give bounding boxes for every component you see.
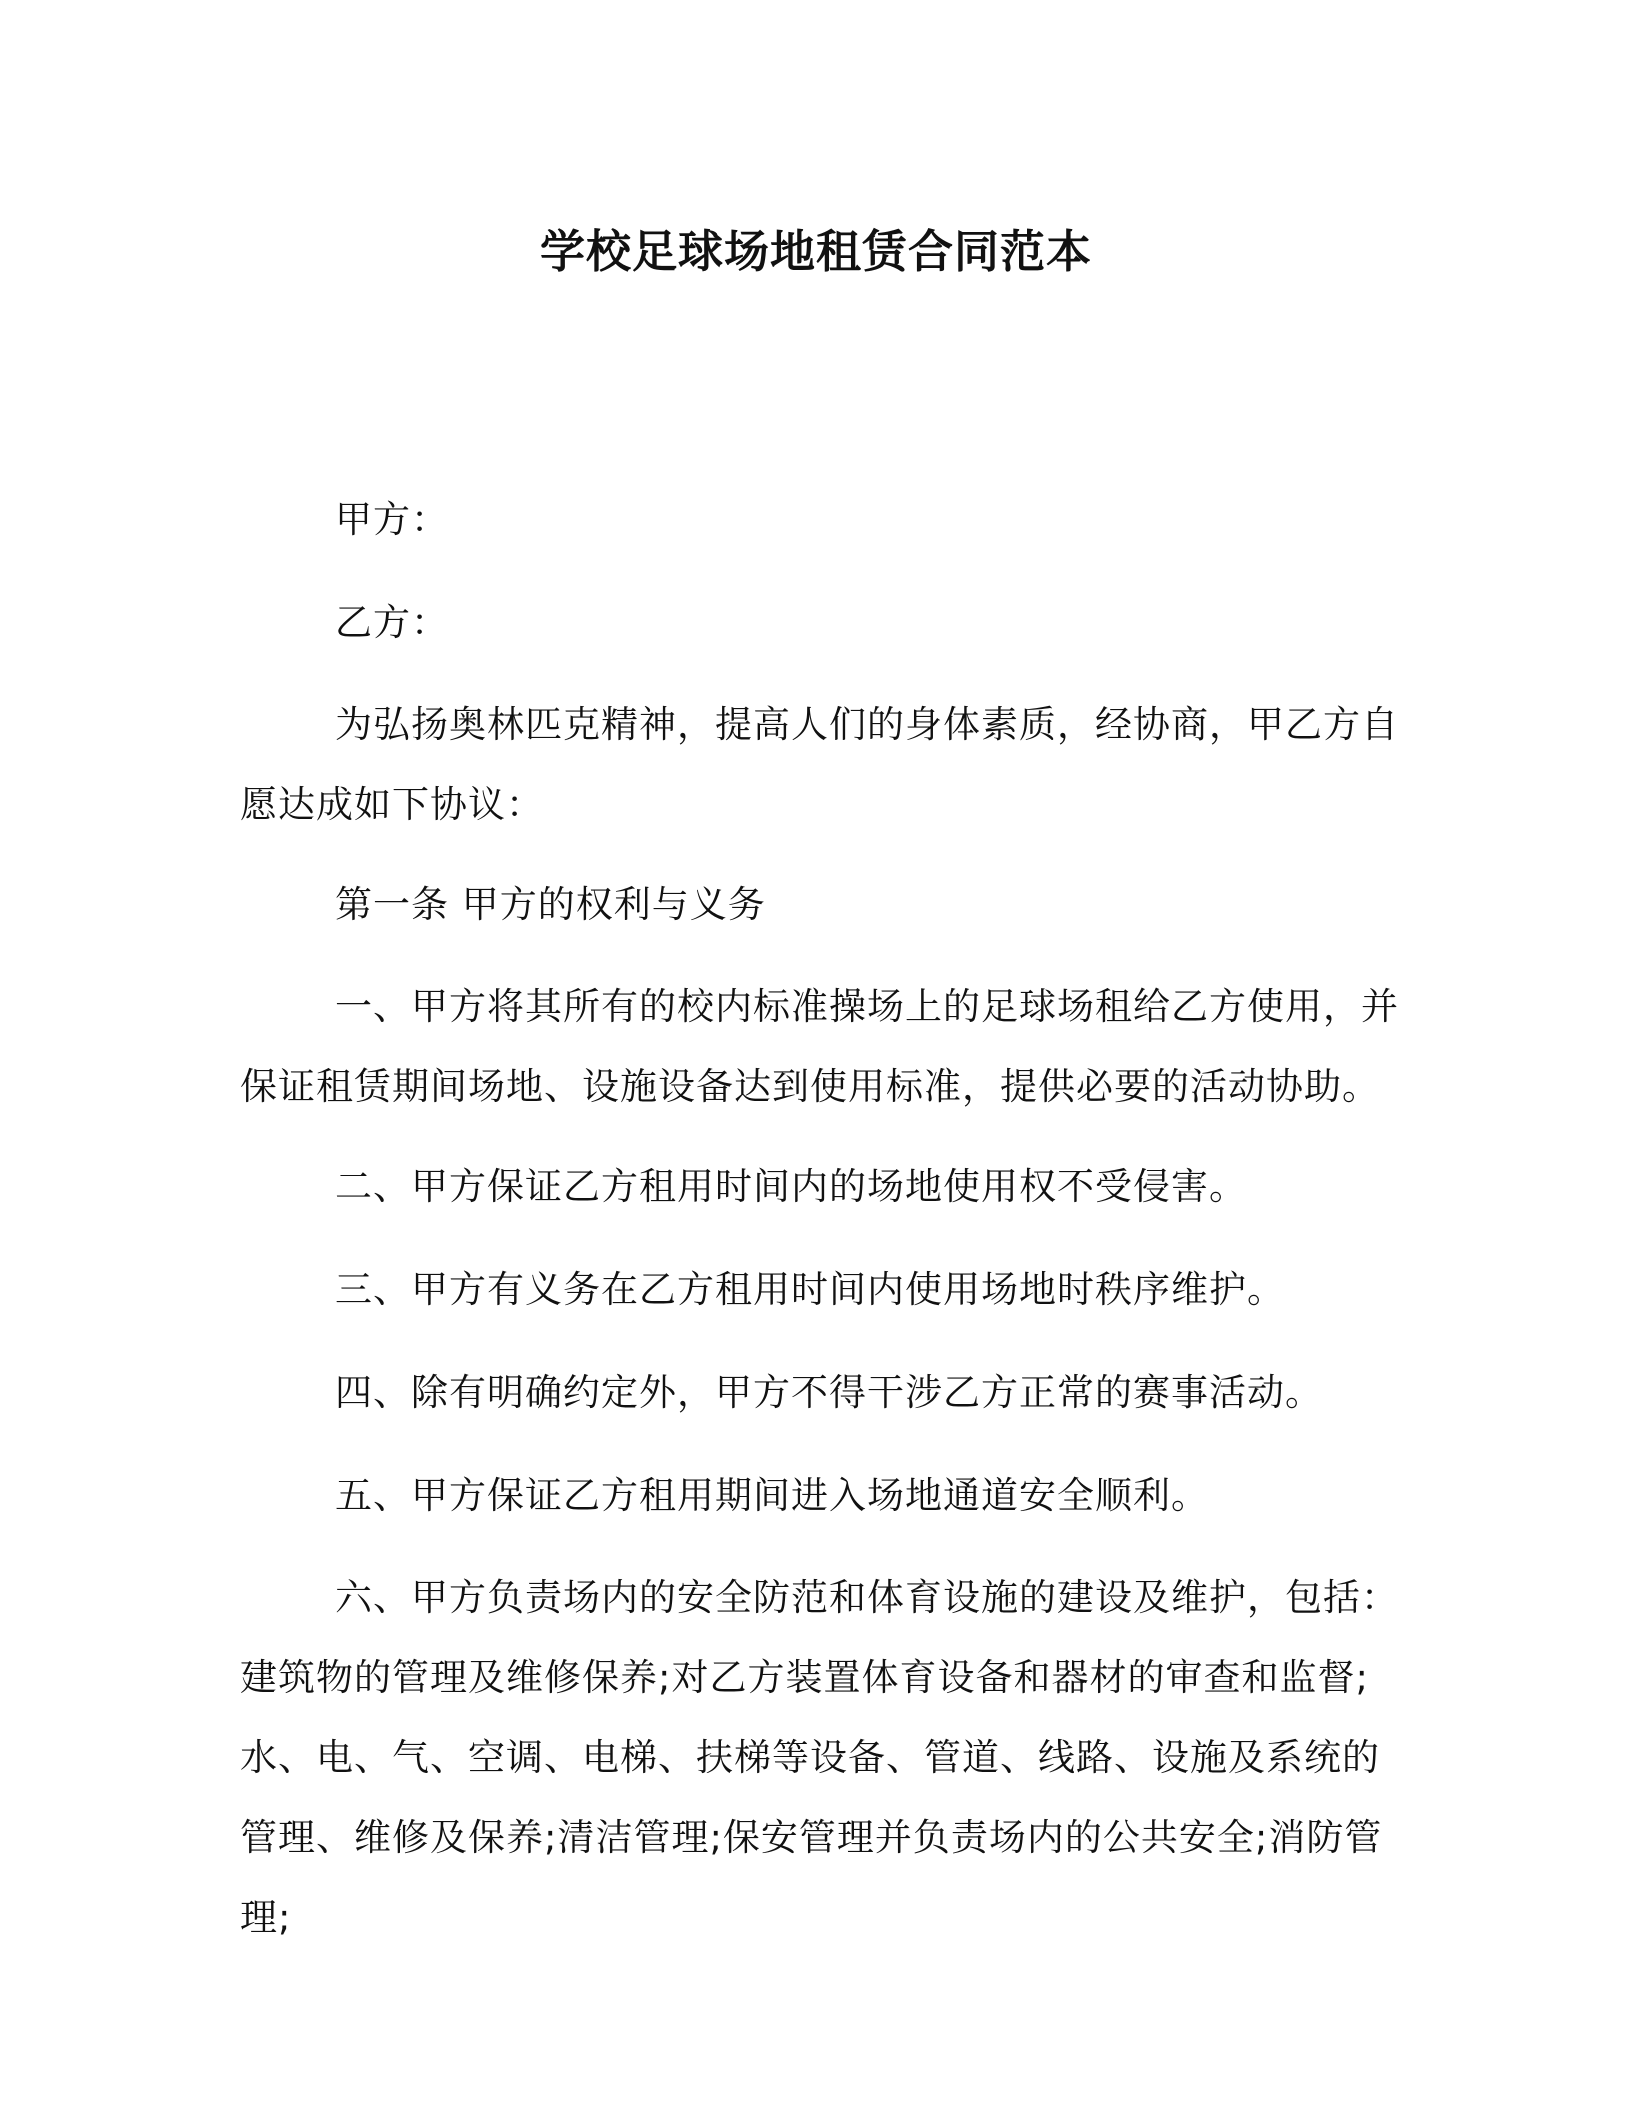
clause-1: 一、甲方将其所有的校内标准操场上的足球场租给乙方使用，并保证租赁期间场地、设施设备达到使用标准，提供必要的活动协助。 bbox=[240, 985, 1399, 1108]
clause-2: 二、甲方保证乙方租用时间内的场地使用权不受侵害。 bbox=[335, 1165, 1247, 1208]
intro-paragraph: 为弘扬奥林匹克精神，提高人们的身体素质，经协商，甲乙方自愿达成如下协议： bbox=[240, 703, 1399, 826]
party-a-line: 甲方： bbox=[335, 498, 449, 541]
clause-3: 三、甲方有义务在乙方租用时间内使用场地时秩序维护。 bbox=[335, 1268, 1285, 1311]
clause-6: 六、甲方负责场内的安全防范和体育设施的建设及维护，包括：建筑物的管理及维修保养;对乙方装置体育设备和器材的审查和监督;水、电、气、空调、电梯、扶梯等设备、管道、线路、设施及系统的管理、维修及保养;清洁管理;保安管理并负责场内的公共安全;消防管理; bbox=[240, 1576, 1399, 1939]
clause-4: 四、除有明确约定外，甲方不得干涉乙方正常的赛事活动。 bbox=[335, 1371, 1323, 1414]
article-1-heading: 第一条 甲方的权利与义务 bbox=[335, 883, 766, 926]
document-title: 学校足球场地租赁合同范本 bbox=[539, 225, 1092, 278]
party-b-line: 乙方： bbox=[335, 601, 449, 644]
clause-5: 五、甲方保证乙方租用期间进入场地通道安全顺利。 bbox=[335, 1474, 1209, 1517]
